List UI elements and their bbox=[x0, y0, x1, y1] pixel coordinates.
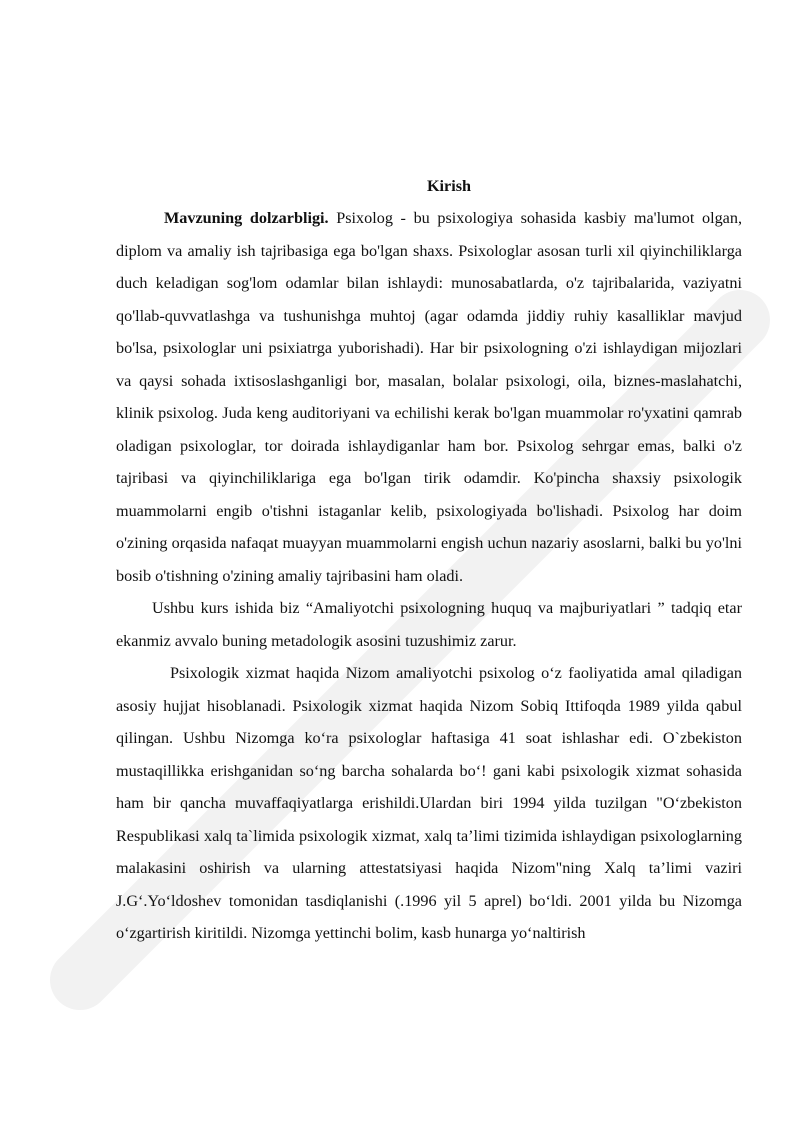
paragraph-lead: Mavzuning dolzarbligi. bbox=[164, 209, 329, 227]
paragraph-course-work: Ushbu kurs ishida biz “Amaliyotchi psixologning huquq va majburiyatlari ” tadqiq etar ekanmiz avvalo buning metadologik asosini tuzushimiz zarur. bbox=[116, 599, 742, 650]
document-page bbox=[116, 170, 742, 950]
document-title: Kirish bbox=[426, 177, 472, 195]
paragraph-relevance bbox=[116, 202, 742, 592]
paragraph-regulation: Psixologik xizmat haqida Nizom amaliyotchi psixolog o‘z faoliyatida amal qiladigan asosiy hujjat hisoblanadi. Psixologik xizmat haqida Nizom Sobiq Ittifoqda 1989 yilda qabul qilingan. Ushbu Nizomga ko‘ra psixologlar haftasiga 41 soat ishlashar edi. O`zbekiston mustaqillikka erishganidan so‘ng barcha sohalarda bo‘! gani kabi psixologik xizmat sohasida ham bir qancha muvaffaqiyatlarga erishildi.Ulardan biri 1994 yilda tuzilgan "O‘zbekiston Respublikasi xalq ta`limida psixologik xizmat, xalq ta’limi tizimida ishlaydigan psixologlarning malakasini oshirish va ularning attestatsiyasi haqida Nizom"ning Xalq ta’limi vaziri J.G‘.Yo‘ldoshev tomonidan tasdiqlanishi (.1996 yil 5 aprel) bo‘ldi. 2001 yilda bu Nizomga o‘zgartirish kiritildi. Nizomga yettinchi bolim, kasb hunarga yo‘naltirish bbox=[116, 664, 742, 942]
paragraph-text: Psixolog - bu psixologiya sohasida kasbiy ma'lumot olgan, diplom va amaliy ish tajribasiga ega bo'lgan shaxs. Psixologlar asosan turli xil qiyinchiliklarga duch keladigan sog'lom odamlar bilan ishlaydi: munosabatlarda, o'z tajribalarida, vaziyatni qo'llab-quvvatlashga va tushunishga muhtoj (agar odamda jiddiy ruhiy kasalliklar mavjud bo'lsa, psixologlar uni psixiatrga yuborishadi). Har bir psixologning o'zi ishlaydigan mijozlari va qaysi sohada ixtisoslashganligi bor, masalan, bolalar psixologi, oila, biznes-maslahatchi, klinik psixolog. Juda keng auditoriyani va echilishi kerak bo'lgan muammolar ro'yxatini qamrab oladigan psixologlar, tor doirada ishlaydiganlar ham bor. Psixolog sehrgar emas, balki o'z tajribasi va qiyinchiliklariga ega bo'lgan tirik odamdir. Ko'pincha shaxsiy psixologik muammolarni engib o'tishni istaganlar kelib, psixologiyada bo'lishadi. Psixolog har doim o'zining orqasida nafaqat muayyan muammolarni engish uchun nazariy asoslarni, balki bu yo'lni bosib o'tishning o'zining amaliy tajribasini ham oladi. bbox=[116, 209, 742, 585]
